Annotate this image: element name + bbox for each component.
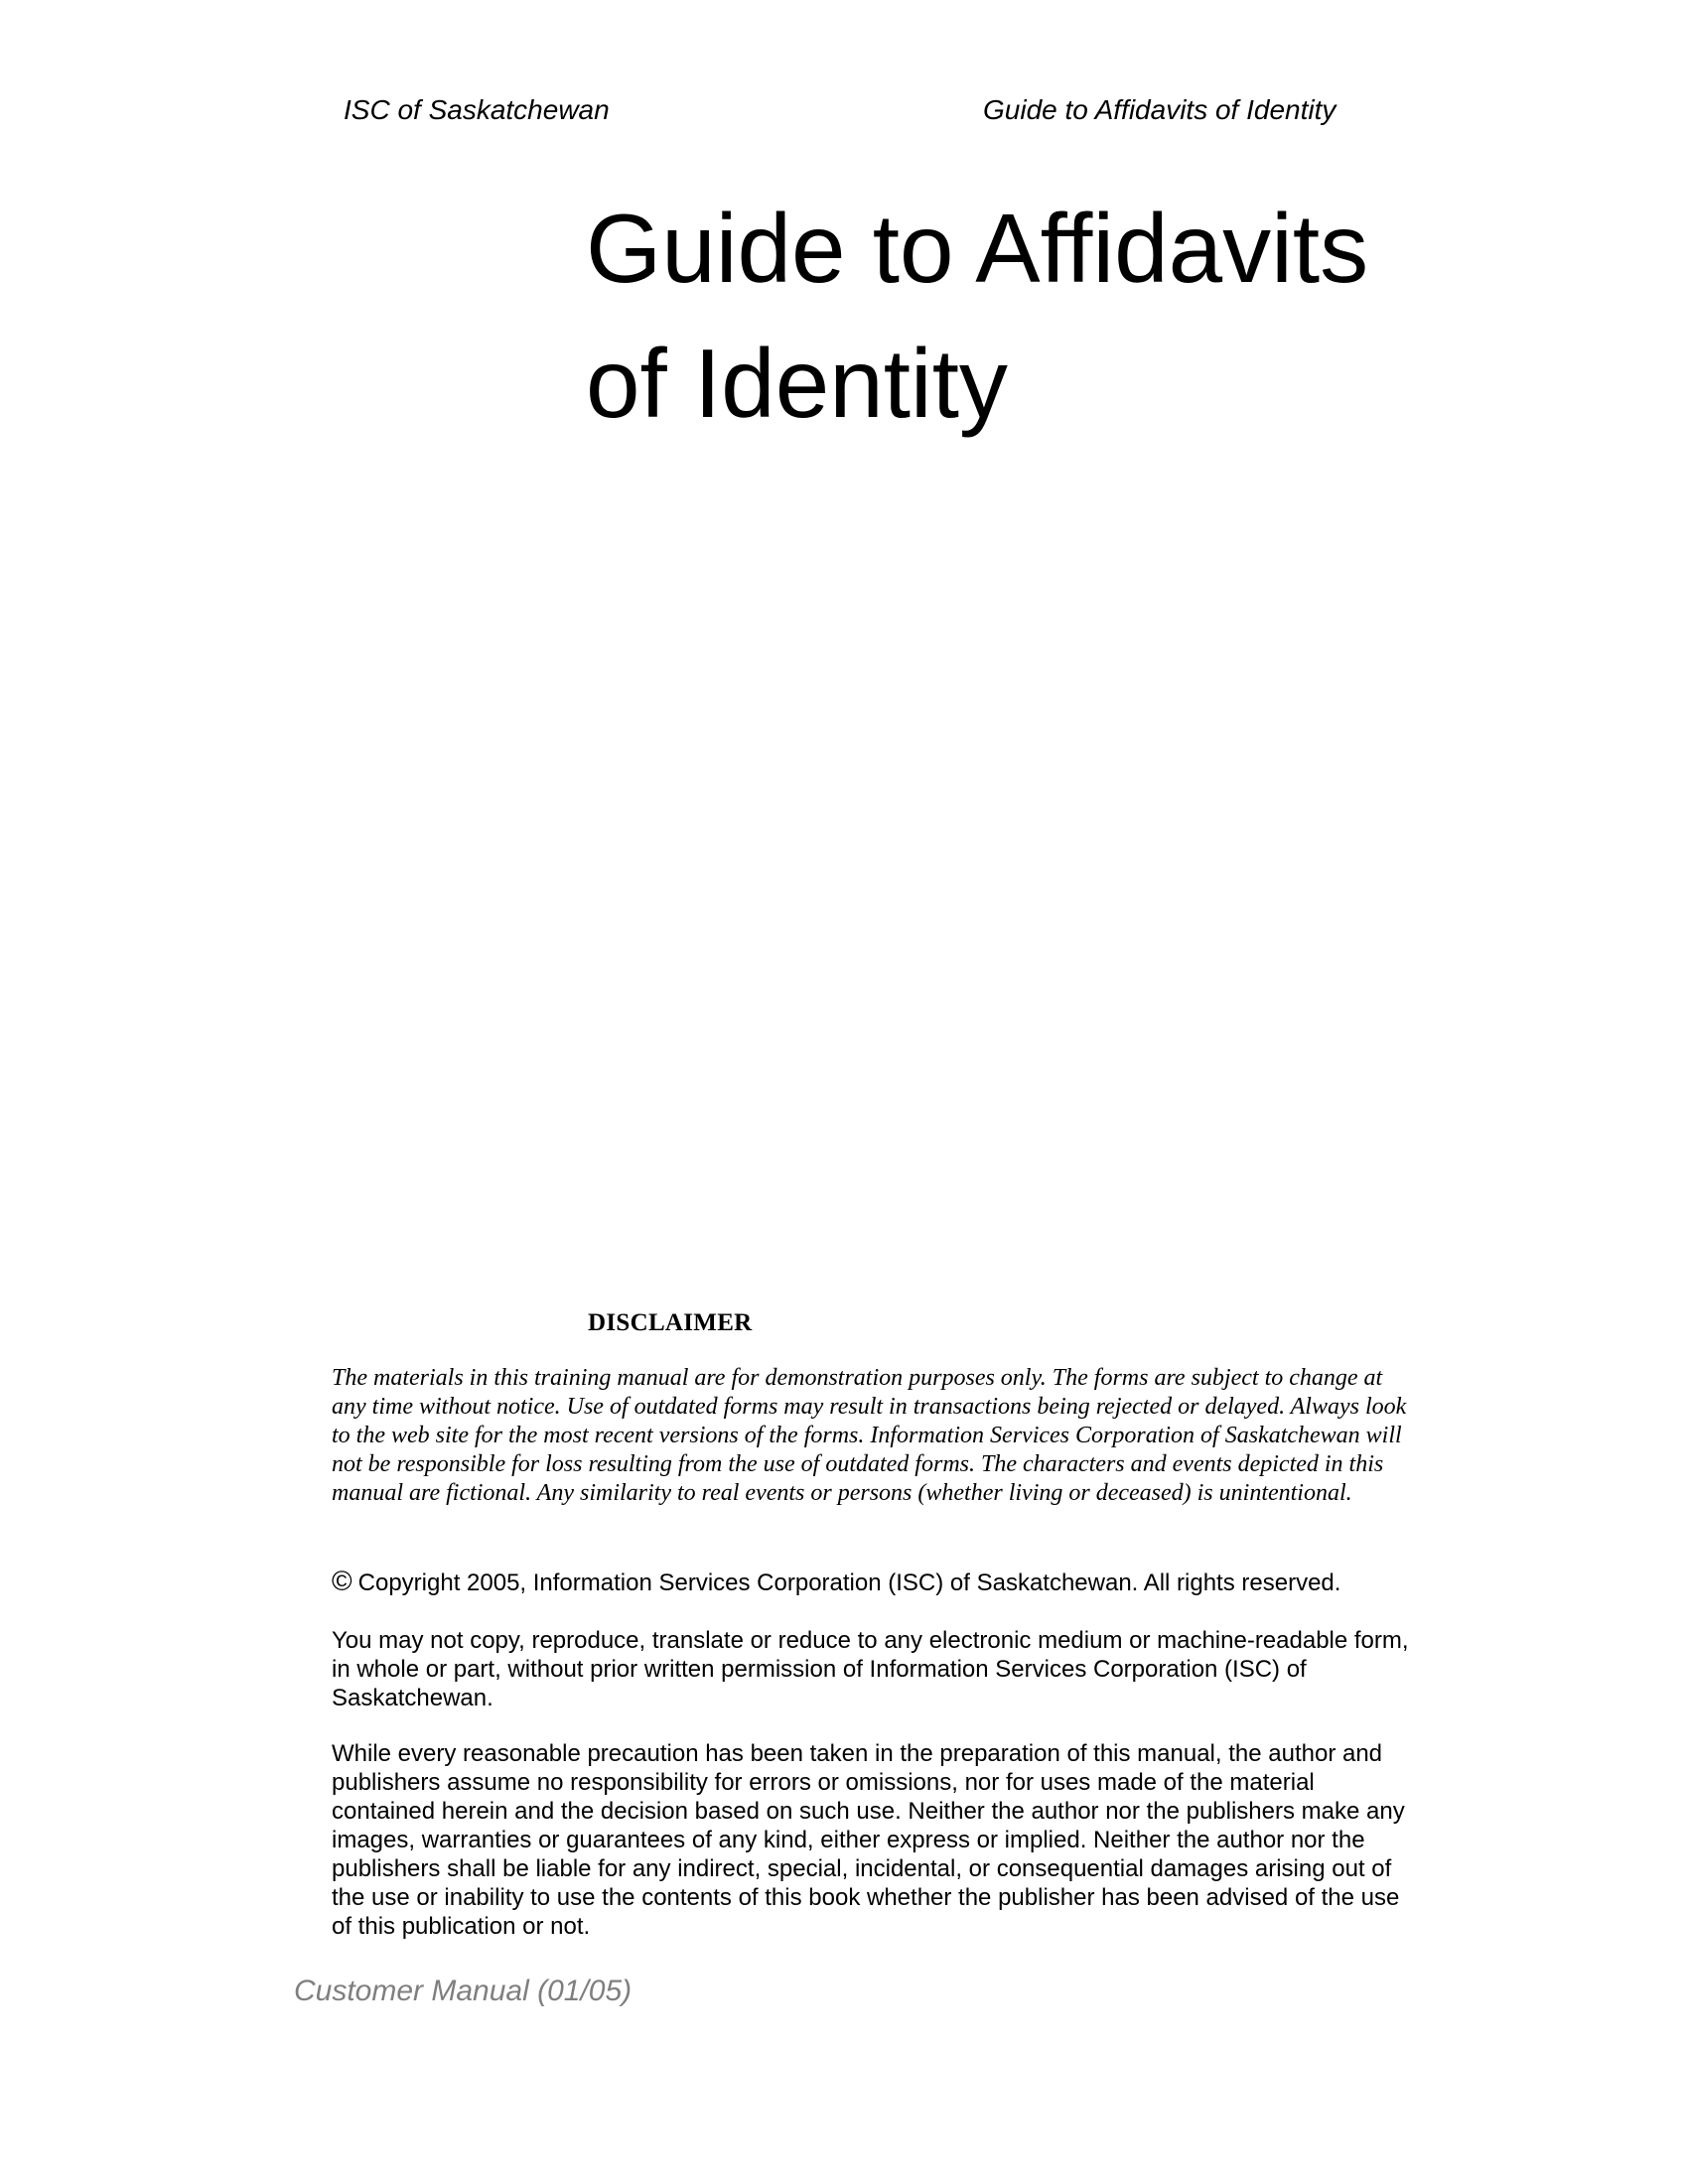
copyright-notice <box>332 1567 1424 1598</box>
liability-notice: While every reasonable precaution has been taken in the preparation of this manual, the author and publishers assume no responsibility for errors or omissions, nor for uses made of the material contained herein and the decision based on such use. Neither the author nor the publishers make any images, warranties or guarantees of any kind, either express or implied. Neither the author nor the publishers shall be liable for any indirect, special, incidental, or consequential damages arising out of the use or inability to use the contents of this book whether the publisher has been advised of the use of this publication or not. <box>332 1740 1405 1940</box>
page-title-line-2: of Identity <box>586 329 1008 438</box>
disclaimer-text: The materials in this training manual are for demonstration purposes only. The forms are subject to change at any time without notice. Use of outdated forms may result in transactions being rejected or delayed. Always look to the web site for the most recent versions of the forms. Information Services Corporation of Saskatchewan will not be responsible for loss resulting from the use of outdated forms. The characters and events depicted in this manual are fictional. Any similarity to real events or persons (whether living or deceased) is unintentional. <box>332 1365 1407 1506</box>
page-title <box>586 181 1479 451</box>
reproduction-notice: You may not copy, reproduce, translate or reduce to any electronic medium or machine-readable form, in whole or part, without prior written permission of Information Services Corporation (ISC) of Saskatchewan. <box>332 1627 1409 1711</box>
copyright-icon: © <box>332 1566 352 1596</box>
page-footer: Customer Manual (01/05) <box>294 1975 633 2007</box>
page-title-line-1: Guide to Affidavits <box>586 194 1369 303</box>
disclaimer-heading: DISCLAIMER <box>588 1309 753 1336</box>
running-header-organization: ISC of Saskatchewan <box>344 94 610 125</box>
copyright-text: Copyright 2005, Information Services Corporation (ISC) of Saskatchewan. All rights reserved. <box>357 1570 1341 1596</box>
running-header-document-title: Guide to Affidavits of Identity <box>983 94 1336 125</box>
